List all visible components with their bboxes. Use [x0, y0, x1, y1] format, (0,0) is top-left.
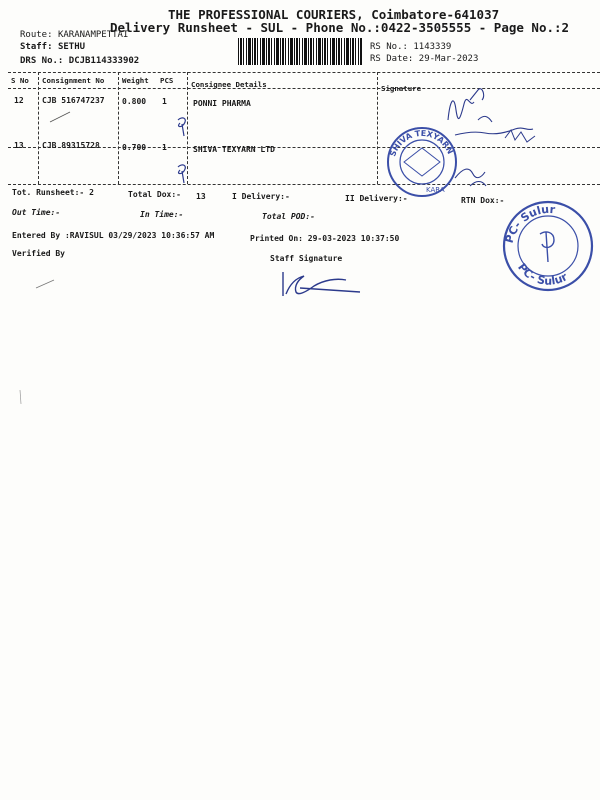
runsheet-subtitle: Delivery Runsheet - SUL - Phone No.:0422-3505555 - Page No.:2 [110, 20, 570, 35]
rtn-dox: RTN Dox:- [461, 196, 505, 205]
col-header-sno: S No [11, 76, 29, 85]
total-dox-value: 13 [196, 192, 206, 201]
staff-label: Staff: [20, 42, 53, 52]
tot-runsheet: Tot. Runsheet:- 2 [12, 188, 94, 197]
table-row-consignee: SHIVA TEXYARN LTD [193, 145, 275, 154]
table-row-sno: 12 [14, 96, 24, 105]
i-delivery: I Delivery:- [232, 192, 290, 201]
drs-value: DCJB114333902 [68, 56, 140, 66]
entered-by: Entered By :RAVISUL 03/29/2023 10:36:57 AM [12, 231, 215, 240]
svg-text:SHIVA TEXYARN [388, 129, 455, 158]
receiver-stamp [384, 124, 460, 200]
col-header-weight: Weight [122, 76, 149, 85]
staff-signature-label: Staff Signature [270, 254, 343, 263]
receiver-stamp-bottom: KARA [426, 186, 445, 194]
col-header-consignee: Consignee Details [191, 80, 267, 89]
route-label: Route: [20, 30, 53, 40]
rs-date-label: RS Date: [370, 54, 414, 64]
col-header-signature: Signature [381, 84, 422, 93]
out-time: Out Time:- [12, 208, 61, 217]
table-row-pcs: 1 [162, 143, 167, 152]
drs-label: DRS No.: [20, 56, 64, 66]
pc-sulur-top-text: PC- Sulur [502, 202, 556, 245]
table-row-weight: 0.800 [122, 97, 147, 106]
printed-on: Printed On: 29-03-2023 10:37:50 [250, 234, 400, 243]
verified-by: Verified By [12, 249, 65, 258]
receiver-stamp-text: SHIVA TEXYARN [388, 128, 455, 158]
rs-no-value: 1143339 [413, 42, 452, 52]
staff-value: SETHU [57, 42, 86, 52]
ii-delivery: II Delivery:- [345, 194, 408, 203]
pc-sulur-stamp [500, 198, 596, 294]
table-row-weight: 0.700 [122, 143, 147, 152]
rs-no-label: RS No.: [370, 42, 408, 52]
pc-sulur-bottom-text: PC- Sulur [515, 260, 570, 288]
company-title: THE PROFESSIONAL COURIERS, Coimbatore-641037 [168, 7, 500, 22]
table-row-consignee: PONNI PHARMA [193, 99, 251, 108]
table-row-consignment: CJB 516747237 [42, 96, 105, 105]
table-row-pcs: 1 [162, 97, 167, 106]
total-pod: Total POD:- [262, 212, 315, 221]
in-time: In Time:- [140, 210, 184, 219]
table-row-consignment: CJB 89315728 [42, 141, 100, 150]
table-row-sno: 13 [14, 141, 24, 150]
route-value: KARANAMPETTAI [57, 30, 129, 40]
col-header-pcs: PCS [160, 76, 174, 85]
total-dox-label: Total Dox:- [128, 190, 181, 199]
col-header-consignment: Consignment No [42, 76, 105, 85]
rs-date-value: 29-Mar-2023 [418, 54, 479, 64]
